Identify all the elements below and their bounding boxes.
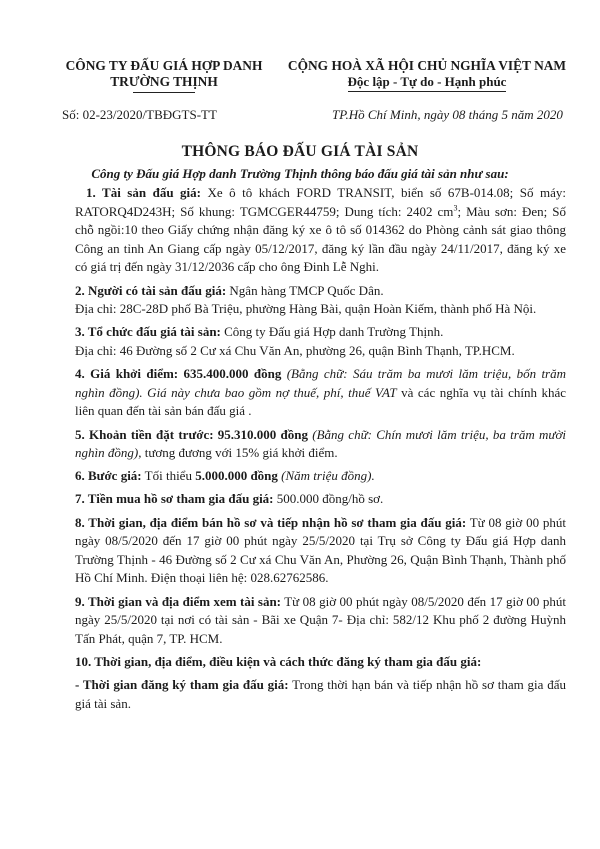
section-label: 3. Tổ chức đấu giá tài sản: (75, 324, 221, 340)
section-text: Xe ô tô khách FORD TRANSIT, biển số 67B-014.08; Số máy: RATORQ4D243H; Số khung: TGMCGER44759; Dung tích: 2402 cm (75, 185, 567, 219)
section-asset (75, 184, 566, 277)
deposit-amount: 95.310.000 đồng (213, 426, 309, 442)
company-name-line1: CÔNG TY ĐẤU GIÁ HỢP DANH (65, 58, 263, 73)
section-label: 1. Tài sản đấu giá: (86, 185, 202, 200)
section-label: 9. Thời gian và địa điểm xem tài sản: (75, 593, 282, 609)
section-text: 500.000 đồng/hồ sơ. (273, 491, 384, 507)
company-name-line2: TRƯỜNG THỊNH (110, 74, 218, 89)
place-and-date: TP.Hồ Chí Minh, ngày 08 tháng 5 năm 2020 (332, 107, 563, 122)
section-label: 2. Người có tài sản đấu giá: (75, 282, 227, 298)
section-registration (75, 653, 566, 672)
section-deposit (75, 426, 566, 463)
page-subtitle: Công ty Đấu giá Hợp danh Trường Thịnh thông báo đấu giá tài sản như sau: (91, 166, 509, 181)
document-number: Số: 02-23/2020/TBĐGTS-TT (62, 107, 217, 122)
section-viewing (75, 593, 566, 649)
section-owner (75, 282, 566, 301)
section-text: Công ty Đấu giá Hợp danh Trường Thịnh. (220, 324, 444, 340)
section-label: 6. Bước giá: (75, 468, 142, 484)
section-dossier-fee (75, 490, 566, 509)
national-header (274, 58, 580, 92)
amount-in-words: (Năm triệu đồng). (277, 468, 375, 484)
section-text: Trong thời hạn bán và tiếp nhận hồ sơ tham gia đấu giá tài sản. (75, 677, 566, 711)
section-dossier-time-place (75, 514, 566, 588)
notice-body (75, 184, 566, 718)
price-note: và các nghĩa vụ tài chính khác liên quan đến tài sản bán đấu giá . (75, 384, 566, 419)
section-text: Ngân hàng TMCP Quốc Dân. (226, 282, 384, 298)
section-label: 7. Tiền mua hồ sơ tham gia đấu giá: (75, 491, 274, 507)
amount-in-words: (Bằng chữ: Sáu trăm ba mươi lăm triệu, bốn trăm nghìn đồng). (75, 366, 566, 400)
section-label: 4. Giá khởi điểm: (75, 366, 179, 382)
section-text: tương đương với 15% giá khởi điểm. (141, 445, 338, 461)
registration-time (75, 676, 566, 713)
company-header (44, 58, 284, 93)
unit-superscript: 3 (453, 203, 458, 213)
header-underline (133, 92, 195, 93)
section-text: ; Màu sơn: Đen; Số chỗ ngồi:10 theo Giấy chứng nhận đăng ký xe ô tô số 014362 do Phòng cảnh sát giao thông Công an tỉnh An Giang cấp ngày 05/12/2017, đăng ký lần đầu ngày 24/11/2017, đăng ký xe có giá trị đến ngày 31/12/2036 cấp cho ông Đinh Lễ Nghi. (75, 203, 566, 275)
price-note-italic: Giá này chưa bao gồm nợ thuế, phí, thuế VAT (142, 384, 397, 400)
national-motto: Độc lập - Tự do - Hạnh phúc (348, 74, 507, 92)
organizer-address: Địa chỉ: 46 Đường số 2 Cư xá Chu Văn An, phường 26, quận Bình Thạnh, TP.HCM. (75, 342, 515, 358)
sub-label: - Thời gian đăng ký tham gia đấu giá: (75, 677, 289, 693)
owner-address: Địa chỉ: 28C-28D phố Bà Triệu, phường Hàng Bài, quận Hoàn Kiếm, thành phố Hà Nội. (75, 301, 537, 317)
page-title: THÔNG BÁO ĐẤU GIÁ TÀI SẢN (181, 143, 419, 160)
section-bid-step (75, 467, 566, 486)
section-label: 10. Thời gian, địa điểm, điều kiện và cách thức đăng ký tham gia đấu giá: (75, 654, 482, 669)
section-text: Từ 08 giờ 00 phút ngày 08/5/2020 đến 17 giờ 00 phút ngày 25/5/2020 tại Trụ sở Công ty Đấu giá Hợp danh Trường Thịnh - 46 Đường số 2 Cư xá Chu Văn An, Phường 26, Quận Bình Thạnh, Thành phố Hồ Chí Minh. Điện thoại liên hệ: 028.62762586. (75, 514, 566, 586)
starting-price-amount: 635.400.000 đồng (178, 366, 282, 382)
section-text: Từ 08 giờ 00 phút ngày 08/5/2020 đến 17 giờ 00 phút ngày 25/5/2020 tại nơi có tài sản - Bãi xe Quận 7- Địa chỉ: 582/12 Khu phố 2 đường Huỳnh Tấn Phát, quận 7, TP. HCM. (75, 593, 566, 646)
section-text: Tối thiểu (141, 468, 196, 484)
section-starting-price (75, 365, 566, 421)
country-name: CỘNG HOÀ XÃ HỘI CHỦ NGHĨA VIỆT NAM (287, 58, 567, 73)
bid-step-amount: 5.000.000 đồng (195, 468, 278, 484)
amount-in-words: (Bằng chữ: Chín mươi lăm triệu, ba trăm mười nghìn đồng), (75, 426, 566, 461)
section-organizer (75, 323, 566, 342)
section-label: 8. Thời gian, địa điểm bán hồ sơ và tiếp nhận hồ sơ tham gia đấu giá: (75, 514, 467, 530)
section-label: 5. Khoản tiền đặt trước: (75, 426, 214, 442)
